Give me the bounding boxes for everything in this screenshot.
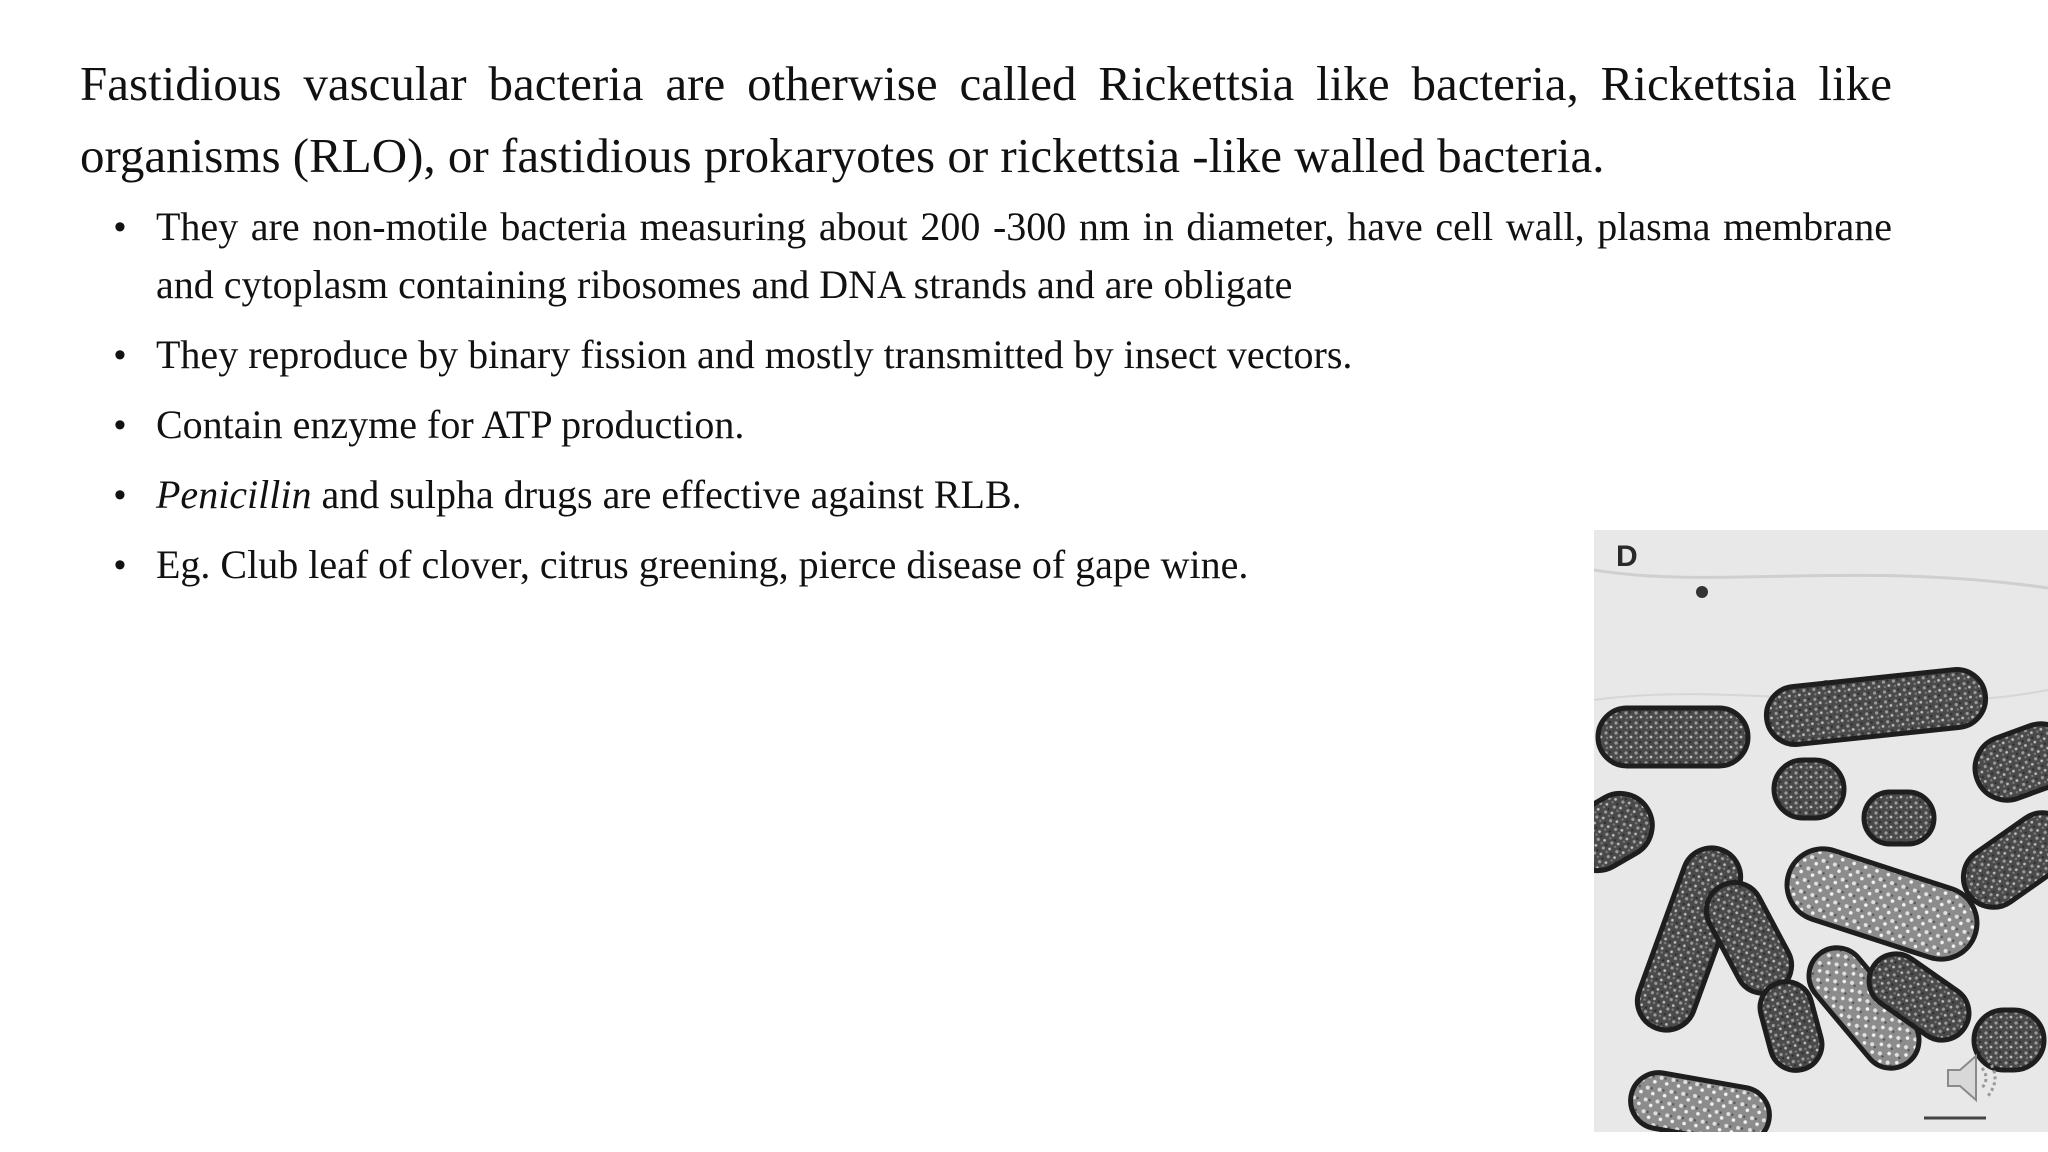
bullet-item — [80, 396, 1892, 454]
intro-paragraph: Fastidious vascular bacteria are otherwise called Rickettsia like bacteria, Rickettsia like organisms (RLO), or fastidious prokaryotes or rickettsia -like walled bacteria. — [80, 56, 1892, 183]
bullet-italic-term: Penicillin — [156, 472, 312, 517]
bullet-text-rest: and sulpha drugs are effective against RLB. — [311, 472, 1022, 517]
bullet-text — [156, 472, 1022, 517]
bullet-text: They are non-motile bacteria measuring about 200 -300 nm in diameter, have cell wall, plasma membrane and cytoplasm containing ribosomes and DNA strands and are obligate — [156, 204, 1892, 307]
micrograph-image — [1594, 530, 2048, 1132]
bullet-text: They reproduce by binary fission and mostly transmitted by insect vectors. — [156, 332, 1353, 377]
micrograph-drawing — [1594, 530, 2048, 1132]
bullet-item — [80, 326, 1892, 384]
bullet-text: Contain enzyme for ATP production. — [156, 402, 745, 447]
bullet-dot-icon: • — [114, 208, 126, 246]
bullet-dot-icon: • — [114, 476, 126, 514]
speaker-icon[interactable] — [1940, 1046, 2004, 1110]
bullet-text: Eg. Club leaf of clover, citrus greening, pierce disease of gape wine. — [156, 542, 1249, 587]
panel-label: D — [1616, 540, 1638, 573]
bullet-dot-icon: • — [114, 336, 126, 374]
bullet-dot-icon: • — [114, 546, 126, 584]
bullet-dot-icon: • — [114, 406, 126, 444]
bullet-item — [80, 198, 1892, 314]
bullet-item — [80, 466, 1892, 524]
